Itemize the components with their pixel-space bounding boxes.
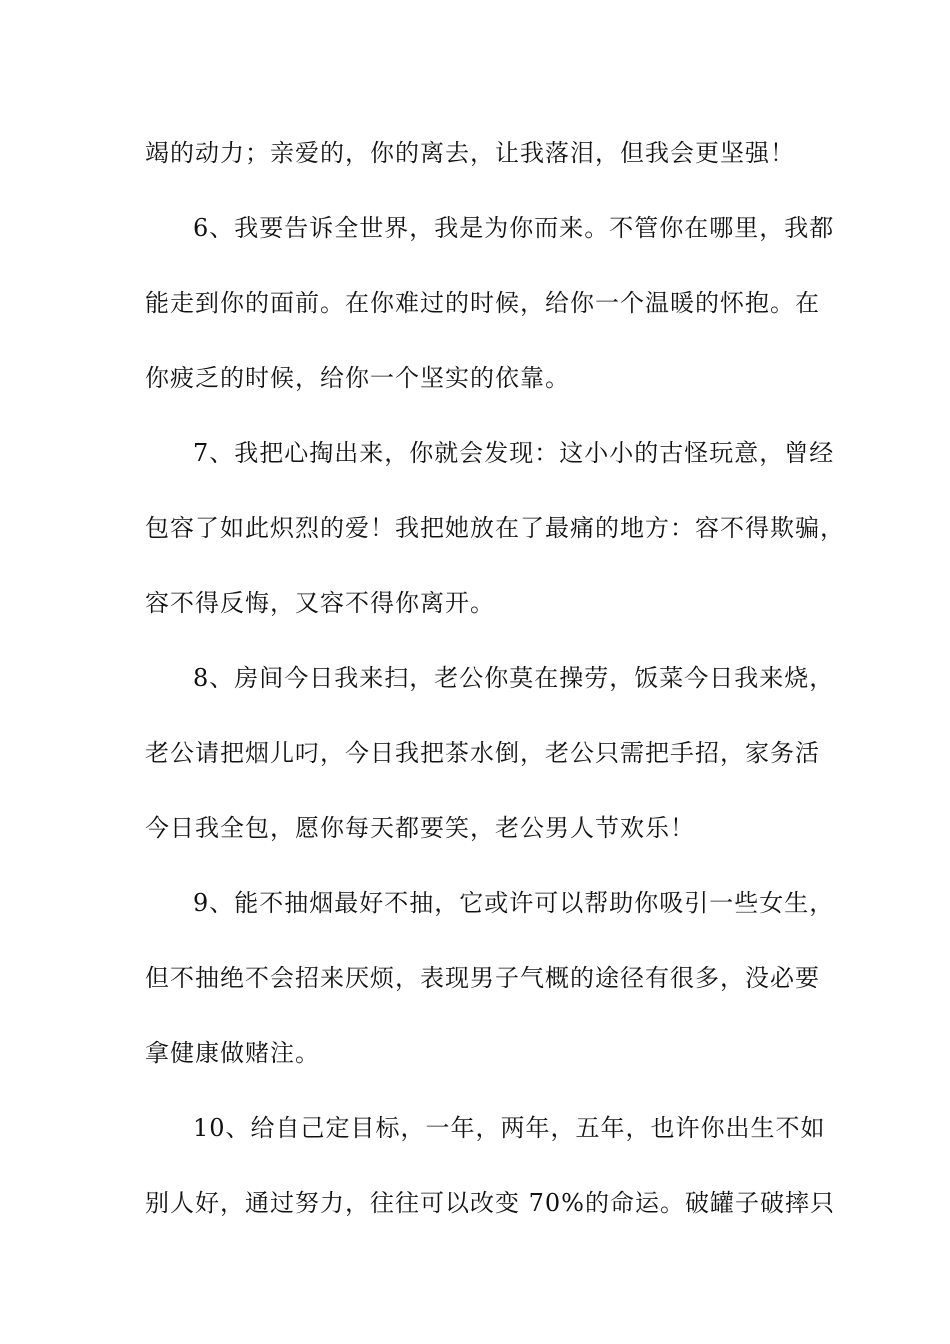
paragraph-8-line-1: 8、房间今日我来扫，老公你莫在操劳，饭菜今日我来烧， [193, 664, 835, 692]
text-line: 别人好，通过努力，往往可以改变 70%的命运。破罐子破摔只 [145, 1189, 835, 1217]
paragraph-9-line-1: 9、能不抽烟最好不抽，它或许可以帮助你吸引一些女生， [193, 889, 835, 917]
text-line: 今日我全包，愿你每天都要笑，老公男人节欢乐！ [145, 814, 695, 842]
text-line: 你疲乏的时候，给你一个坚实的依靠。 [145, 364, 570, 392]
paragraph-6-line-1: 6、我要告诉全世界，我是为你而来。不管你在哪里，我都 [193, 214, 835, 242]
text-line: 能走到你的面前。在你难过的时候，给你一个温暖的怀抱。在 [145, 289, 820, 317]
text-line: 老公请把烟儿叼，今日我把茶水倒，老公只需把手招，家务活 [145, 739, 820, 767]
text-line: 竭的动力；亲爱的，你的离去，让我落泪，但我会更坚强！ [145, 139, 795, 167]
paragraph-7-line-1: 7、我把心掏出来，你就会发现：这小小的古怪玩意，曾经 [193, 439, 835, 467]
paragraph-10-line-1: 10、给自己定目标，一年，两年，五年，也许你出生不如 [193, 1114, 826, 1142]
text-line: 包容了如此炽烈的爱！我把她放在了最痛的地方：容不得欺骗， [145, 514, 845, 542]
text-line: 容不得反悔，又容不得你离开。 [145, 589, 495, 617]
text-line: 拿健康做赌注。 [145, 1039, 320, 1067]
text-line: 但不抽绝不会招来厌烦，表现男子气概的途径有很多，没必要 [145, 964, 820, 992]
